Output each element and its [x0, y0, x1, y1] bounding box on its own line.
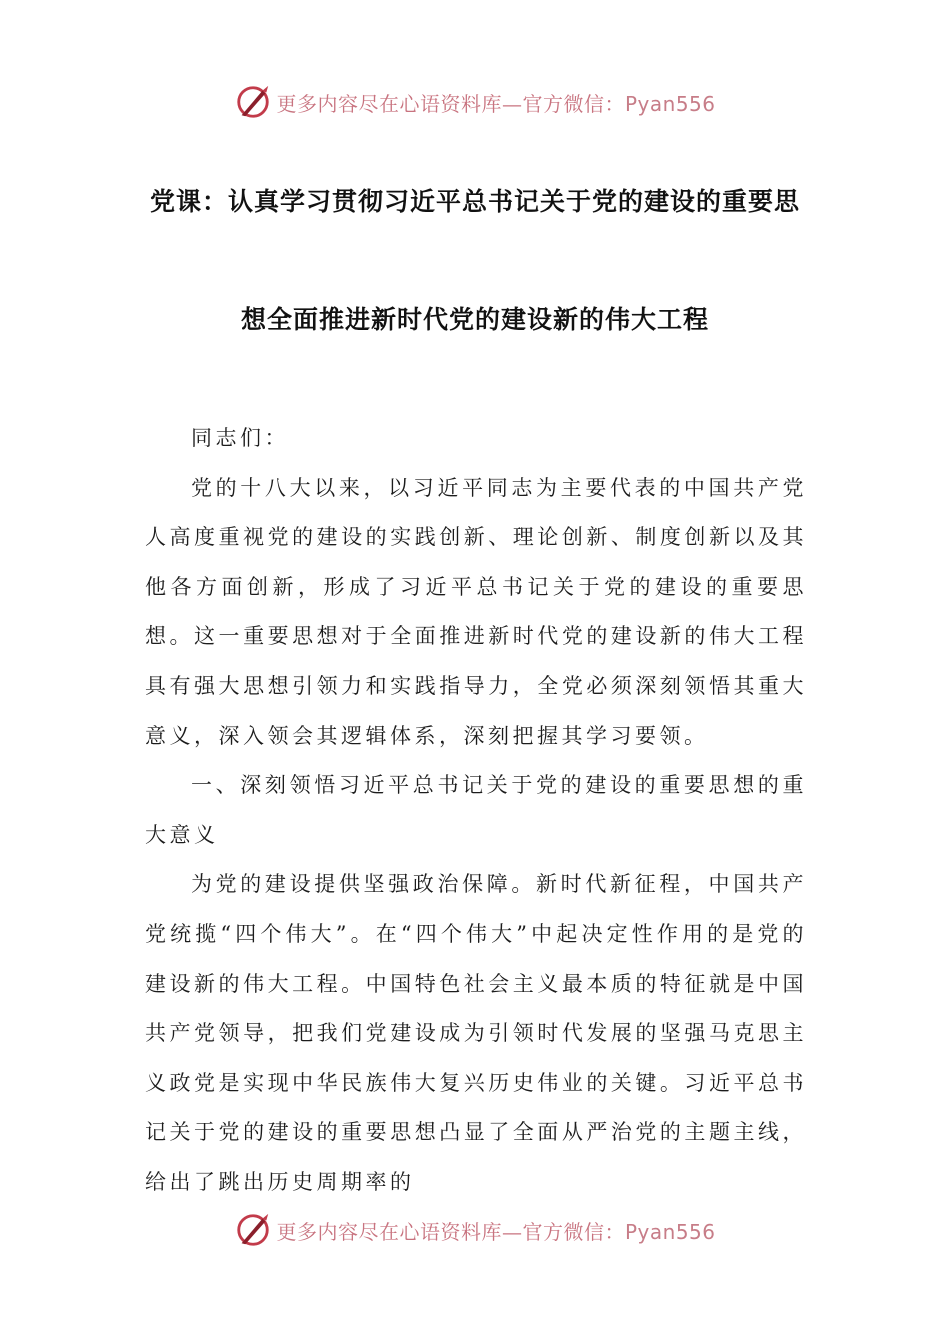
footer-banner-main: 更多内容尽在心语资料库—官方微信： [276, 1219, 625, 1244]
document-body [145, 414, 807, 1208]
header-banner-main: 更多内容尽在心语资料库—官方微信： [276, 91, 625, 116]
header-banner-wechat: Pyan556 [624, 91, 716, 116]
footer-banner [0, 1208, 950, 1252]
page-title-line-2: 想全面推进新时代党的建设新的伟大工程 [240, 305, 709, 334]
footer-banner-wechat: Pyan556 [624, 1219, 716, 1244]
section-heading-1: 一、深刻领悟习近平总书记关于党的建设的重要思想的重大意义 [145, 773, 807, 847]
quill-logo-icon [234, 83, 272, 121]
footer-banner-text [276, 1216, 715, 1245]
header-banner [0, 80, 950, 124]
greeting: 同志们： [191, 426, 289, 450]
paragraph-political-guarantee: 为党的建设提供坚强政治保障。新时代新征程，中国共产党统揽“四个伟大”。在“四个伟大”中起决定性作用的是党的建设新的伟大工程。中国特色社会主义最本质的特征就是中国共产党领导，把我们党建设成为引领时代发展的坚强马克思主义政党是实现中华民族伟大复兴历史伟业的关键。习近平总书记关于党的建设的重要思想凸显了全面从严治党的主题主线，给出了跳出历史周期率的 [145, 872, 807, 1194]
header-banner-text [276, 88, 715, 117]
quill-logo-icon [234, 1211, 272, 1249]
paragraph-intro: 党的十八大以来，以习近平同志为主要代表的中国共产党人高度重视党的建设的实践创新、理论创新、制度创新以及其他各方面创新，形成了习近平总书记关于党的建设的重要思想。这一重要思想对于全面推进新时代党的建设新的伟大工程具有强大思想引领力和实践指导力，全党必须深刻领悟其重大意义，深入领会其逻辑体系，深刻把握其学习要领。 [145, 475, 807, 748]
page-title-line-1: 党课：认真学习贯彻习近平总书记关于党的建设的重要思 [149, 187, 800, 216]
